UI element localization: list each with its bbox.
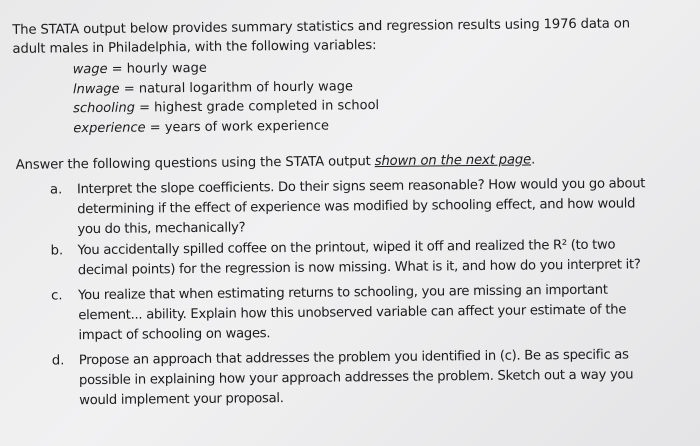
- question-b-line-1: You accidentally spilled coffee on the printout, wiped it off and realized the R² (to two: [77, 237, 616, 259]
- question-c-label: c.: [51, 288, 63, 304]
- question-c-line-3: impact of schooling on wages.: [78, 326, 271, 344]
- variable-schooling: schooling = highest grade completed in school: [73, 98, 380, 117]
- next-page-link: shown on the next page: [374, 152, 532, 170]
- intro-line-1: The STATA output below provides summary statistics and regression results using 1976 data on: [12, 16, 630, 38]
- question-a-line-2: determining if the effect of experience was modified by schooling effect, and how would: [77, 196, 636, 218]
- question-c-line-1: You realize that when estimating returns to schooling, you are missing an important: [78, 282, 608, 304]
- question-d-line-1: Propose an approach that addresses the problem you identified in (c). Be as specific as: [78, 347, 629, 369]
- question-d-label: d.: [51, 353, 65, 369]
- instruction: Answer the following questions using the STATA output shown on the next page.: [15, 152, 536, 173]
- question-d-line-3: would implement your proposal.: [79, 391, 284, 409]
- variable-wage: wage = hourly wage: [72, 60, 207, 78]
- question-b-label: b.: [50, 243, 64, 259]
- variable-experience: experience = years of work experience: [73, 118, 330, 137]
- intro-line-2: adult males in Philadelphia, with the following variables:: [12, 38, 377, 57]
- question-a-line-1: Interpret the slope coefficients. Do their signs seem reasonable? How would you go about: [76, 176, 646, 198]
- question-a-line-3: you do this, mechanically?: [77, 220, 246, 238]
- question-b-line-2: decimal points) for the regression is now missing. What is it, and how do you interpret it?: [77, 257, 641, 279]
- question-d-line-2: possible in explaining how your approach addresses the problem. Sketch out a way you: [78, 367, 634, 389]
- variable-lnwage: lnwage = natural logarithm of hourly wage: [72, 79, 354, 98]
- question-c-line-2: element... ability. Explain how this unobserved variable can affect your estimate of the: [78, 302, 627, 324]
- question-a-label: a.: [49, 182, 63, 198]
